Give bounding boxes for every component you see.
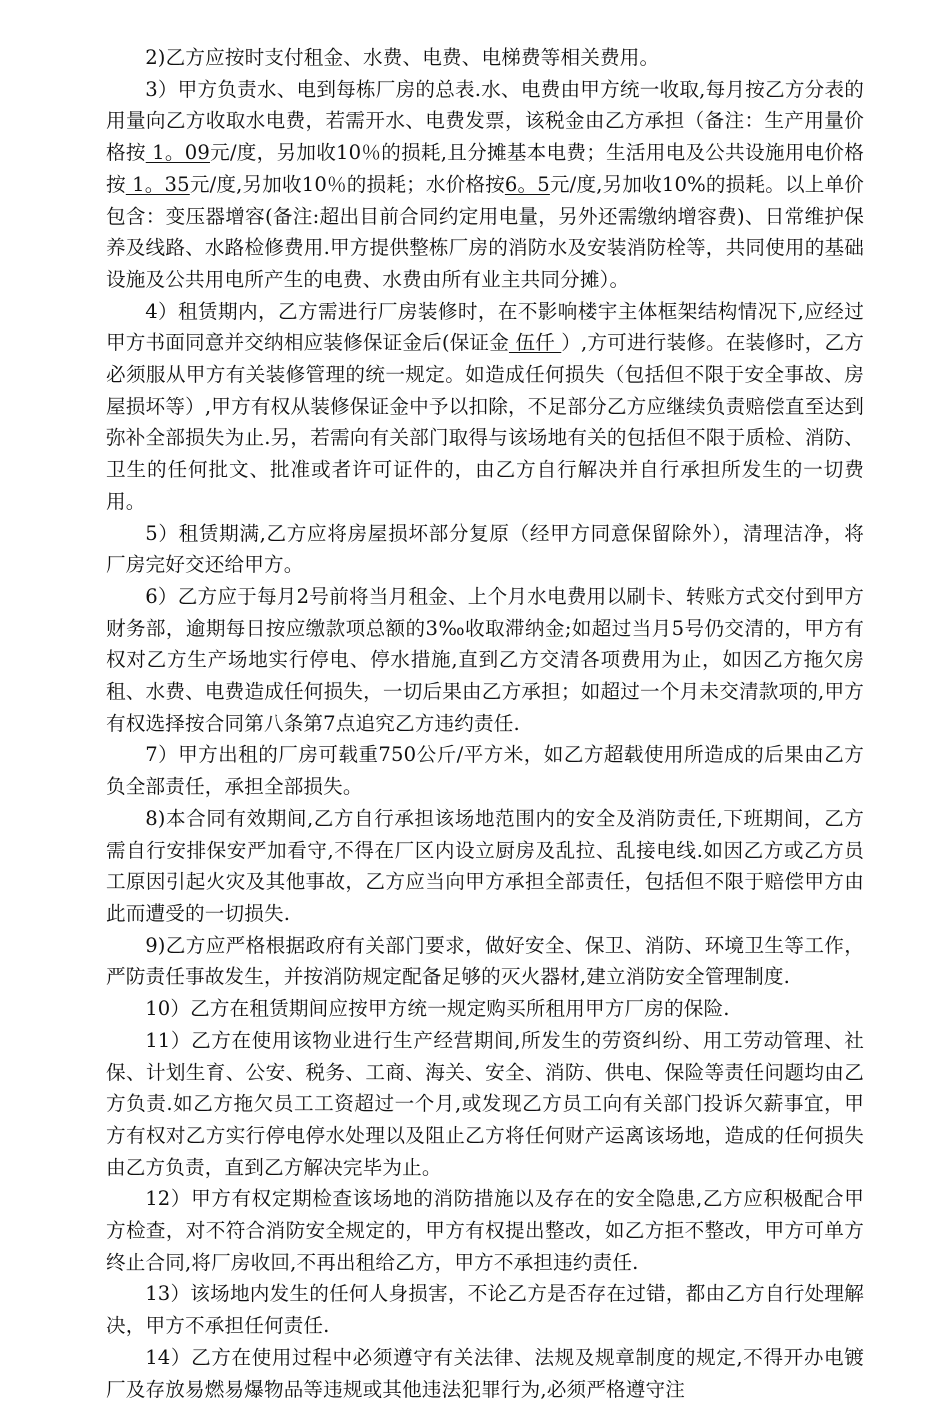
underlined-fill-value: 6。5 (504, 172, 550, 196)
clause-paragraph-p8 (106, 803, 864, 930)
clause-text: 7）甲方出租的厂房可载重750公斤/平方米，如乙方超载使用所造成的后果由乙方负全部责任，承担全部损失。 (106, 743, 864, 799)
clause-text: 12）甲方有权定期检查该场地的消防措施以及存在的安全隐患,乙方应积极配合甲方检查，对不符合消防安全规定的，甲方有权提出整改，如乙方拒不整改，甲方可单方终止合同,将厂房收回,不再出租给乙方，甲方不承担违约责任. (106, 1187, 864, 1274)
clause-text: 元/度,另加收10%的损耗。以上单价包含：变压器增容(备注:超出目前合同约定用电量，另外还需缴纳增容费)、日常维护保养及线路、水路检修费用.甲方提供整栋厂房的消防水及安装消防栓等，共同使用的基础设施及公共用电所产生的电费、水费由所有业主共同分摊）。 (106, 172, 864, 291)
clause-paragraph-p6 (106, 581, 864, 740)
underlined-fill-value: 1。09 (145, 141, 210, 165)
clause-text: 8)本合同有效期间,乙方自行承担该场地范围内的安全及消防责任,下班期间，乙方需自行安排保安严加看守,不得在厂区内设立厨房及乱拉、乱接电线.如因乙方或乙方员工原因引起火灾及其他事故，乙方应当向甲方承担全部责任，包括但不限于赔偿甲方由此而遭受的一切损失. (106, 806, 864, 925)
clause-text: 元/度,另加收10％的损耗；水价格按 (189, 172, 505, 196)
clause-paragraph-p2 (106, 42, 864, 74)
clause-paragraph-p9 (106, 930, 864, 993)
clause-paragraph-p12 (106, 1183, 864, 1278)
clause-paragraph-p13 (106, 1278, 864, 1341)
clause-text: 10）乙方在租赁期间应按甲方统一规定购买所租用甲方厂房的保险. (145, 997, 730, 1021)
clause-paragraph-p4 (106, 296, 864, 518)
clause-paragraph-p14 (106, 1342, 864, 1405)
clause-paragraph-p7 (106, 739, 864, 802)
clause-text: 14）乙方在使用过程中必须遵守有关法律、法规及规章制度的规定,不得开办电镀厂及存放易燃易爆物品等违规或其他违法犯罪行为,必须严格遵守注 (106, 1345, 864, 1401)
underlined-fill-value: 伍仟 (508, 331, 562, 355)
clause-text: 4）租赁期内，乙方需进行厂房装修时，在不影响楼宇主体框架结构情况下,应经过甲方书面同意并交纳相应装修保证金后(保证金 (106, 299, 864, 355)
clause-text: 5）租赁期满,乙方应将房屋损坏部分复原（经甲方同意保留除外），清理洁净，将厂房完好交还给甲方。 (106, 521, 864, 577)
clause-text: 13）该场地内发生的任何人身损害，不论乙方是否存在过错，都由乙方自行处理解决，甲方不承担任何责任. (106, 1282, 864, 1338)
clause-text: 9)乙方应严格根据政府有关部门要求，做好安全、保卫、消防、环境卫生等工作，严防责任事故发生，并按消防规定配备足够的灭火器材,建立消防安全管理制度. (106, 933, 864, 989)
clause-paragraph-p11 (106, 1025, 864, 1184)
clause-paragraph-p3 (106, 74, 864, 296)
clause-paragraph-p10 (106, 993, 864, 1025)
clause-text: 6）乙方应于每月2号前将当月租金、上个月水电费用以刷卡、转账方式交付到甲方财务部，逾期每日按应缴款项总额的3‰收取滞纳金;如超过当月5号仍交清的，甲方有权对乙方生产场地实行停电、停水措施,直到乙方交清各项费用为止，如因乙方拖欠房租、水费、电费造成任何损失，一切后果由乙方承担；如超过一个月未交清款项的,甲方有权选择按合同第八条第7点追究乙方违约责任. (106, 584, 864, 735)
clause-text: 元/度，另加收10％的损耗,且分摊基本电费；生活用电及公共设施用电价格按 (106, 141, 864, 196)
contract-body (106, 42, 864, 1405)
clause-text: 2)乙方应按时支付租金、水费、电费、电梯费等相关费用。 (145, 46, 660, 69)
clause-text: 3）甲方负责水、电到每栋厂房的总表.水、电费由甲方统一收取,每月按乙方分表的用量向乙方收取水电费，若需开水、电费发票，该税金由乙方承担（备注：生产用量价格按 (106, 77, 864, 165)
clause-paragraph-p5 (106, 518, 864, 581)
clause-text: 11）乙方在使用该物业进行生产经营期间,所发生的劳资纠纷、用工劳动管理、社保、计划生育、公安、税务、工商、海关、安全、消防、供电、保险等责任问题均由乙方负责.如乙方拖欠员工工资超过一个月,或发现乙方员工向有关部门投诉欠薪事宜，甲方有权对乙方实行停电停水处理以及阻止乙方将任何财产运离该场地，造成的任何损失由乙方负责，直到乙方解决完毕为止。 (106, 1028, 864, 1179)
underlined-fill-value: 1。35 (125, 172, 190, 196)
clause-text: ）,方可进行装修。在装修时，乙方必须服从甲方有关装修管理的统一规定。如造成任何损失（包括但不限于安全事故、房屋损坏等）,甲方有权从装修保证金中予以扣除，不足部分乙方应继续负责赔偿直至达到弥补全部损失为止.另，若需向有关部门取得与该场地有关的包括但不限于质检、消防、卫生的任何批文、批准或者许可证件的，由乙方自行解决并自行承担所发生的一切费用。 (106, 331, 864, 513)
